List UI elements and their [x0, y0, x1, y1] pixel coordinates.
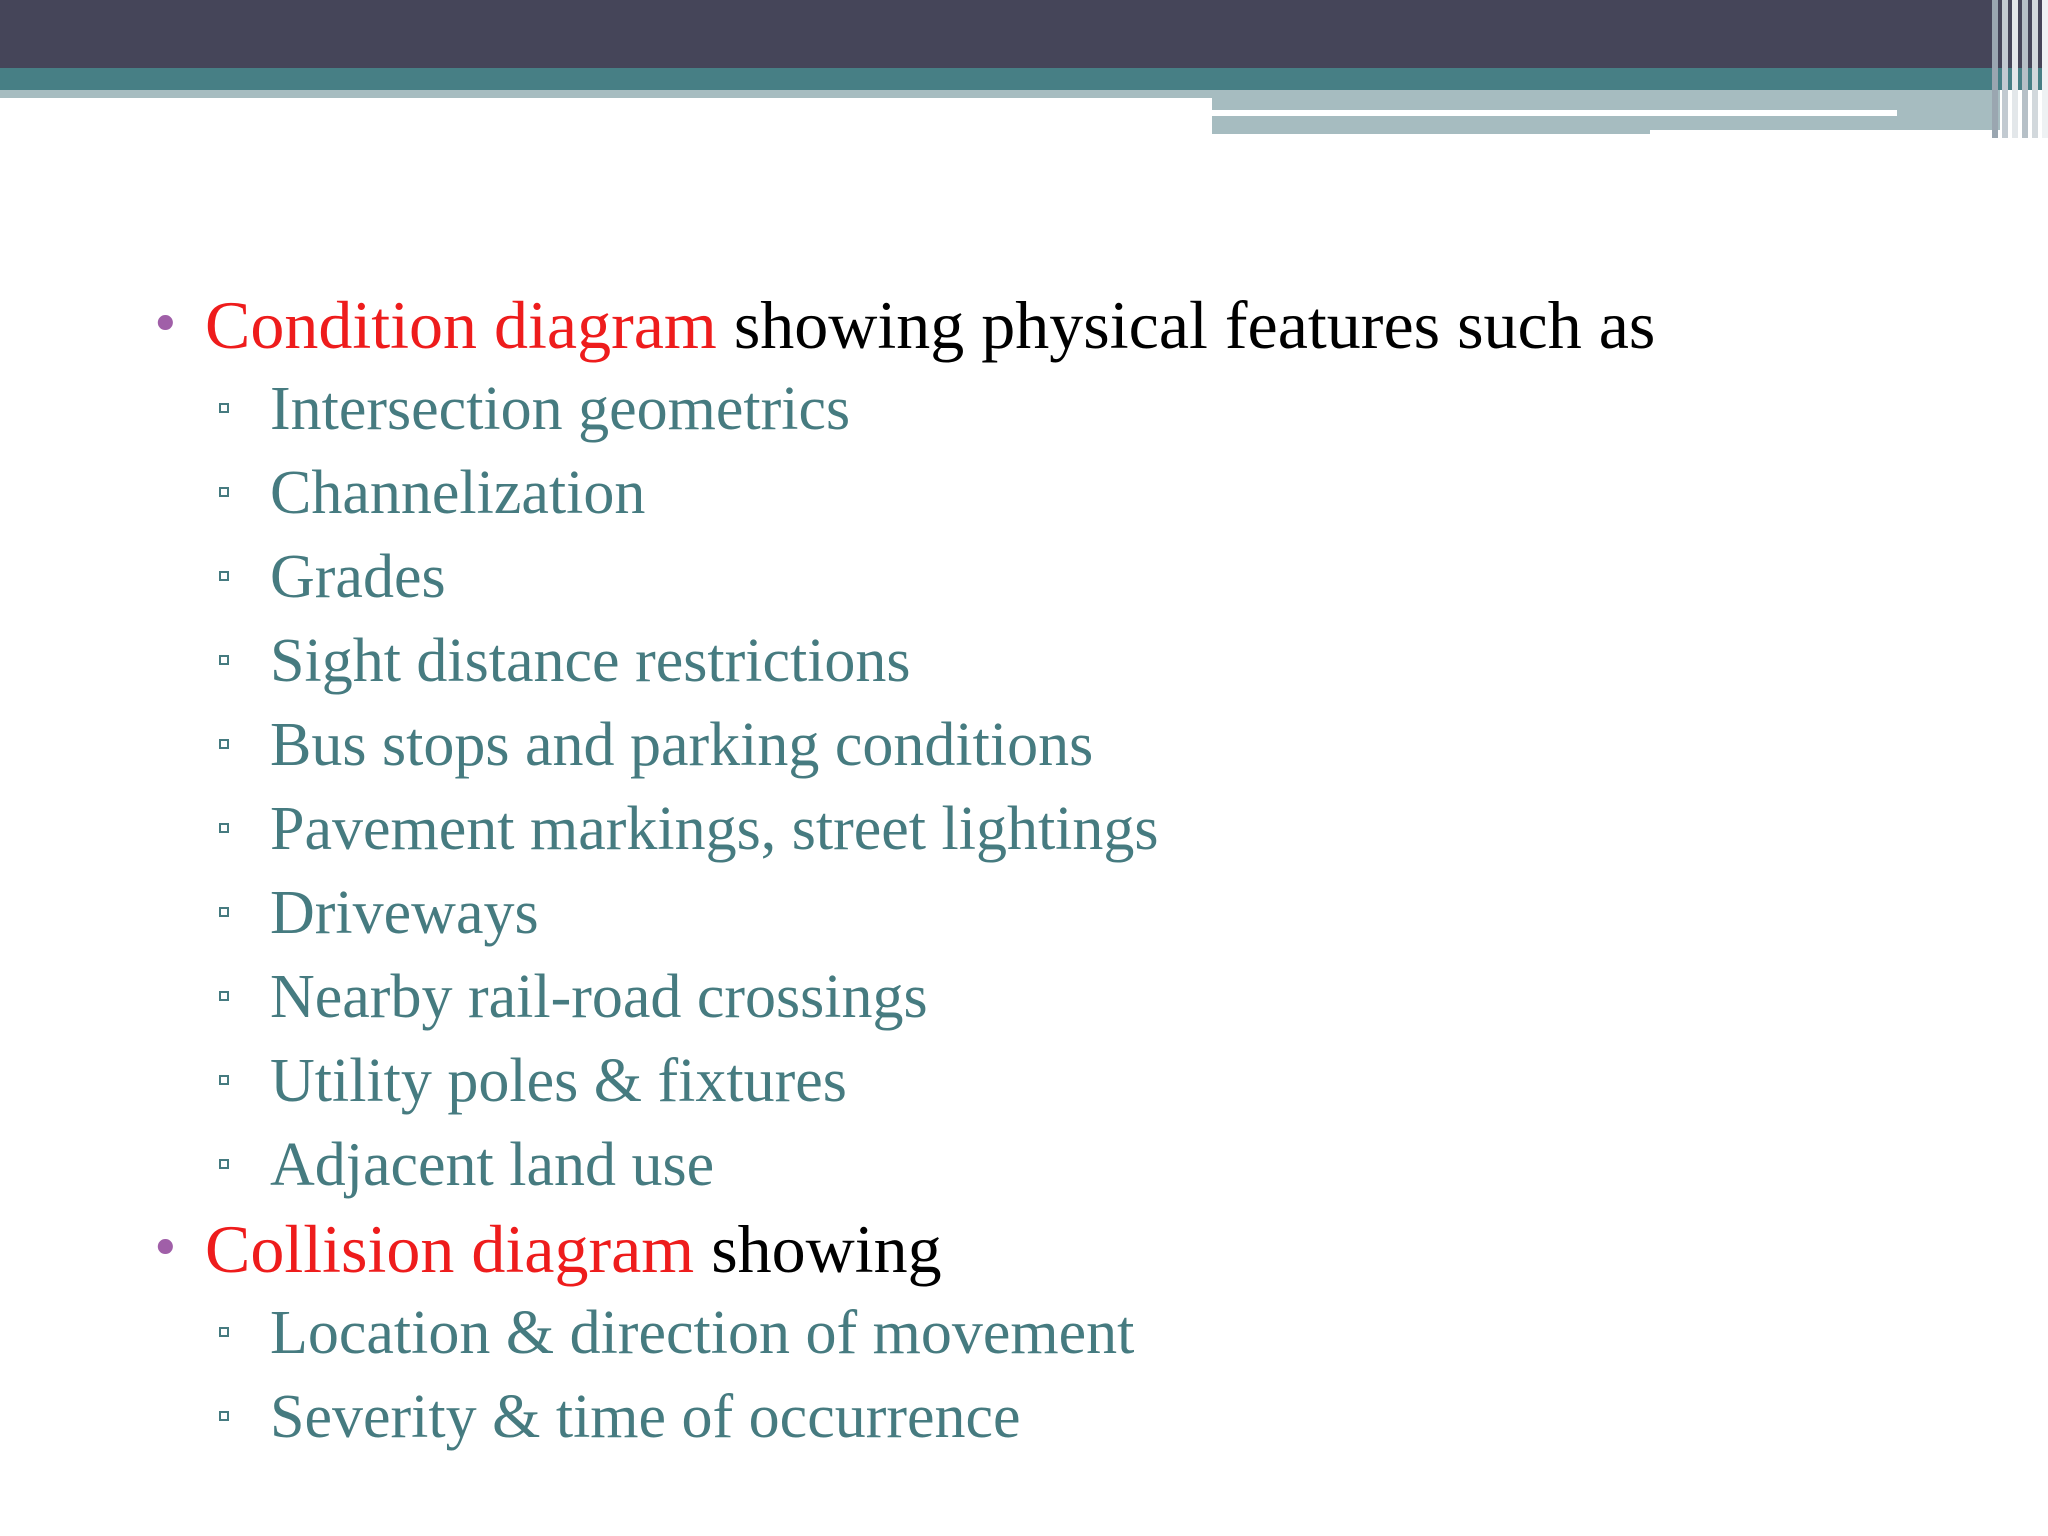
header-white-cut	[1650, 130, 2000, 138]
bullet-dot-icon: •	[150, 1219, 181, 1279]
bullet-condition-diagram	[0, 283, 2048, 367]
bullet-text: showing	[694, 1211, 942, 1287]
square-bullet-icon	[219, 1327, 229, 1337]
list-item	[0, 787, 2048, 871]
square-bullet-icon	[219, 487, 229, 497]
subitem-label: Intersection geometrics	[270, 375, 851, 443]
subitem-label: Bus stops and parking conditions	[270, 711, 1094, 779]
square-bullet-icon	[219, 991, 229, 1001]
square-bullet-icon	[219, 823, 229, 833]
header-dark-bar	[0, 0, 2048, 68]
bullet-keyword: Condition diagram	[205, 287, 717, 363]
list-item	[0, 619, 2048, 703]
bullet-keyword: Collision diagram	[205, 1211, 695, 1287]
list-item	[0, 703, 2048, 787]
square-bullet-icon	[219, 571, 229, 581]
square-bullet-icon	[219, 1159, 229, 1169]
header-light-bar	[0, 90, 1212, 98]
square-bullet-icon	[219, 907, 229, 917]
bullet-dot-icon: •	[150, 295, 181, 355]
list-item	[0, 367, 2048, 451]
bullet-collision-diagram	[0, 1207, 2048, 1291]
square-bullet-icon	[219, 1075, 229, 1085]
subitem-label: Pavement markings, street lightings	[270, 795, 1159, 863]
subitem-label: Adjacent land use	[270, 1131, 715, 1199]
list-item	[0, 1123, 2048, 1207]
subitem-label: Utility poles & fixtures	[270, 1047, 847, 1115]
header-vertical-stripes	[1986, 0, 2048, 138]
header-teal-bar	[0, 68, 2048, 90]
list-item	[0, 871, 2048, 955]
list-item	[0, 451, 2048, 535]
list-item	[0, 1375, 2048, 1459]
square-bullet-icon	[219, 655, 229, 665]
subitem-label: Location & direction of movement	[270, 1299, 1135, 1367]
square-bullet-icon	[219, 739, 229, 749]
square-bullet-icon	[219, 1411, 229, 1421]
subitem-label: Sight distance restrictions	[270, 627, 911, 695]
subitem-label: Nearby rail-road crossings	[270, 963, 928, 1031]
subitem-label: Severity & time of occurrence	[270, 1383, 1021, 1451]
list-item	[0, 1291, 2048, 1375]
slide-content	[0, 283, 2048, 1459]
list-item	[0, 1039, 2048, 1123]
header-white-line	[1212, 110, 1897, 116]
subitem-label: Driveways	[270, 879, 539, 947]
subitem-label: Grades	[270, 543, 446, 611]
subitem-label: Channelization	[270, 459, 646, 527]
list-item	[0, 535, 2048, 619]
list-item	[0, 955, 2048, 1039]
square-bullet-icon	[219, 403, 229, 413]
bullet-text: showing physical features such as	[716, 287, 1656, 363]
